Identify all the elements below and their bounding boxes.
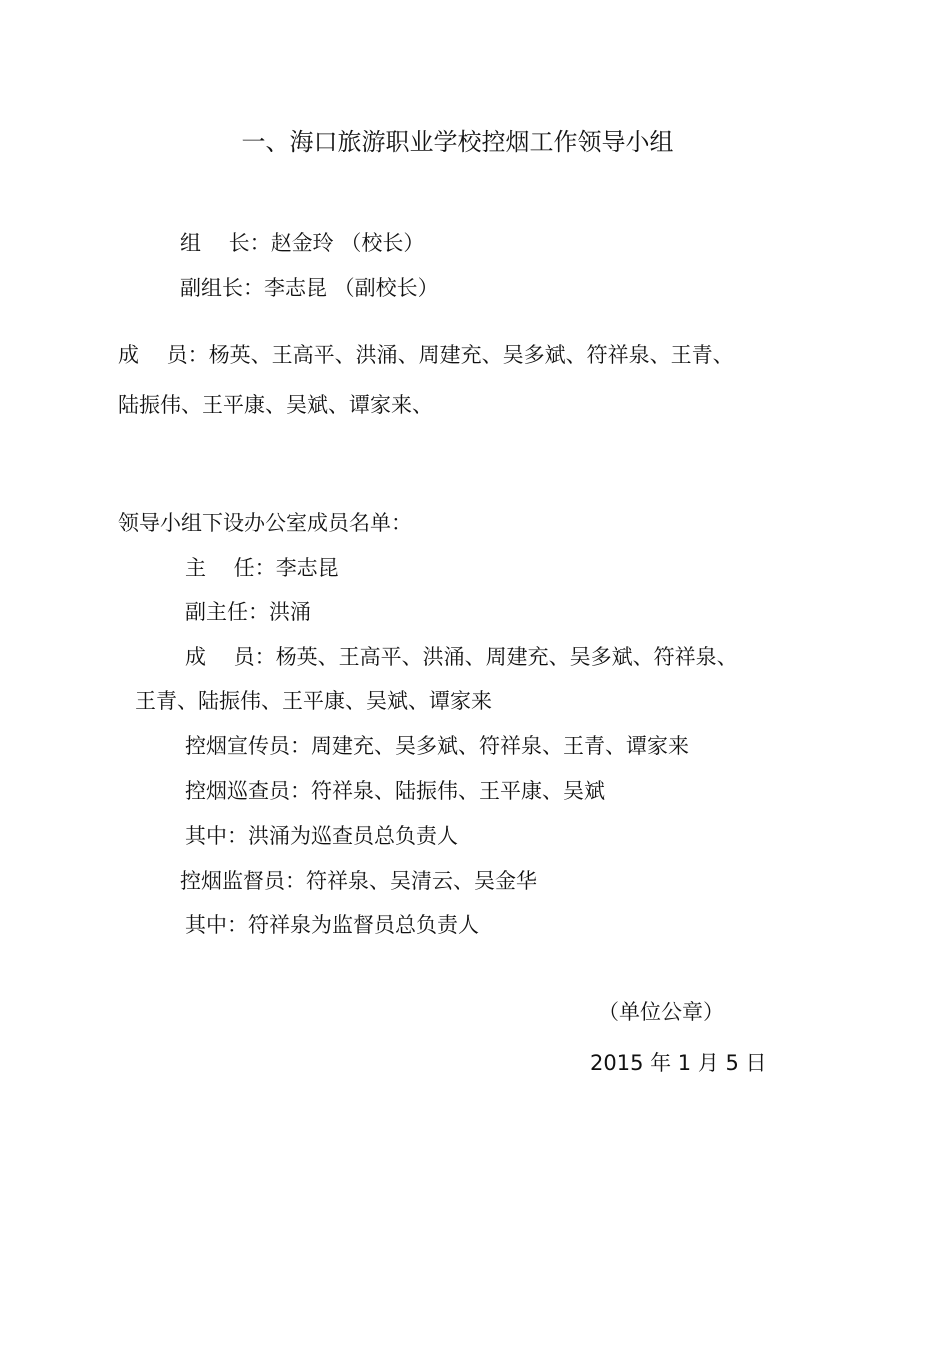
publicity-row — [185, 736, 689, 757]
supervisor-label: 控烟监督员： — [180, 869, 306, 893]
unit-seal-text: （单位公章） — [598, 1000, 724, 1024]
office-members-line-1: 杨英、王高平、洪涌、周建充、吴多斌、符祥泉、 — [275, 645, 738, 669]
office-members-line-2: 王青、陆振伟、王平康、吴斌、谭家来 — [135, 689, 492, 713]
supervisor-row — [180, 871, 537, 892]
patrol-note: 其中：洪涌为巡查员总负责人 — [185, 824, 458, 848]
publicity-value: 周建充、吴多斌、符祥泉、王青、谭家来 — [311, 734, 689, 758]
patrol-row — [185, 781, 605, 802]
patrol-label: 控烟巡查员： — [185, 779, 311, 803]
deputy-leader-row — [180, 278, 439, 299]
deputy-director-label: 副主任： — [185, 600, 269, 624]
deputy-director-value: 洪涌 — [269, 600, 311, 624]
page-title: 一、海口旅游职业学校控烟工作领导小组 — [241, 128, 674, 156]
supervisor-note: 其中：符祥泉为监督员总负责人 — [185, 913, 479, 937]
deputy-leader-label: 副组长： — [180, 276, 264, 300]
office-heading: 领导小组下设办公室成员名单： — [118, 511, 412, 535]
members-row — [118, 345, 734, 366]
patrol-value: 符祥泉、陆振伟、王平康、吴斌 — [311, 779, 605, 803]
director-row — [185, 558, 339, 579]
document-date: 2015 年 1 月 5 日 — [590, 1051, 767, 1075]
leader-value: 赵金玲 （校长） — [270, 231, 425, 255]
supervisor-value: 符祥泉、吴清云、吴金华 — [306, 869, 537, 893]
members-label: 成 员： — [118, 343, 209, 367]
director-value: 李志昆 — [275, 556, 339, 580]
office-members-label: 成 员： — [185, 645, 276, 669]
members-line-1: 杨英、王高平、洪涌、周建充、吴多斌、符祥泉、王青、 — [208, 343, 734, 367]
deputy-leader-value: 李志昆 （副校长） — [264, 276, 439, 300]
leader-label: 组 长： — [180, 231, 271, 255]
publicity-label: 控烟宣传员： — [185, 734, 311, 758]
director-label: 主 任： — [185, 556, 276, 580]
members-line-2: 陆振伟、王平康、吴斌、谭家来、 — [118, 393, 433, 417]
leader-row — [180, 233, 424, 254]
deputy-director-row — [185, 602, 311, 623]
office-members-row — [185, 647, 738, 668]
